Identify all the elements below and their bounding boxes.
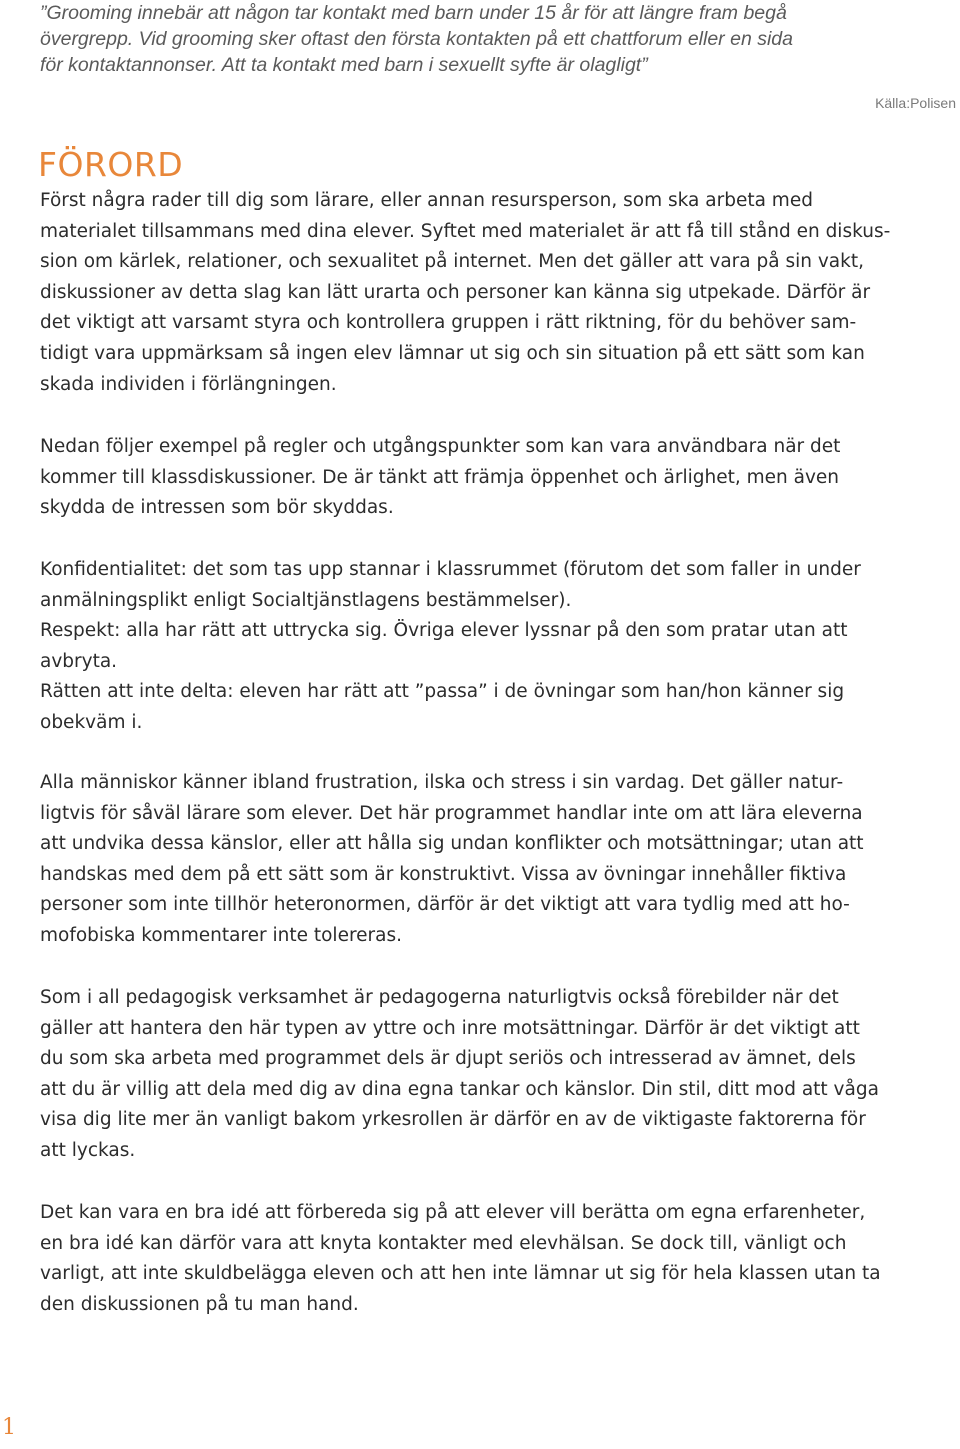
paragraph-role-models: Som i all pedagogisk verksamhet är pedagogerna naturligtvis också förebilder när det gäller att hantera den här typen av yttre och inre motsättningar. Därför är det viktigt att du som ska arbeta med programmet dels är djupt seriös och intresserad av ämnet, dels att du är villig att dela med dig av dina egna tankar och känslor. Din stil, ditt mod att våga visa dig lite mer än vanligt bakom yrkesrollen är därför en av de viktigaste faktorerna för att lyckas. [40, 987, 879, 1161]
grooming-quote: ”Grooming innebär att någon tar kontakt med barn under 15 år för att längre fram begå övergrepp. Vid grooming sker oftast den första kontakten på ett chattforum eller en sida för kontaktannonser. Att ta kontakt med barn i sexuellt syfte är olagligt” [40, 2, 793, 76]
paragraph-student-health: Det kan vara en bra idé att förbereda sig på att elever vill berätta om egna erfarenheter, en bra idé kan därför vara att knyta kontakter med elevhälsan. Se dock till, vänligt och varligt, att inte skuldbelägga eleven och att hen inte lämnar ut sig för hela klassen utan ta den diskussionen på tu man hand. [40, 1202, 881, 1315]
paragraph-rules-intro: Nedan följer exempel på regler och utgångspunkter som kan vara användbara när det kommer till klassdiskussioner. De är tänkt att främja öppenhet och ärlighet, men även skydda de intressen som bör skyddas. [40, 436, 841, 519]
page-number: 1 [2, 1415, 16, 1440]
paragraph-emotions: Alla människor känner ibland frustration, ilska och stress i sin vardag. Det gäller natur- ligtvis för såväl lärare som elever. Det här programmet handlar inte om att lära eleverna att undvika dessa känslor, eller att hålla sig undan konflikter och motsättningar; utan att handskas med dem på ett sätt som är konstruktivt. Vissa av övningar innehåller fiktiva personer som inte tillhör heteronormen, därför är det viktigt att vara tydlig med att ho- mofobiska kommentarer inte tolereras. [40, 772, 864, 946]
quote-source: Källa:Polisen [875, 95, 956, 111]
section-heading: FÖRORD [38, 145, 184, 184]
paragraph-rules-list: Konfidentialitet: det som tas upp stannar i klassrummet (förutom det som faller in under anmälningsplikt enligt Socialtjänstlagens bestämmelser). Respekt: alla har rätt att uttrycka sig. Övriga elever lyssnar på den som pratar utan att avbryta. Rätten att inte delta: eleven har rätt att ”passa” i de övningar som han/hon känner sig obekväm i. [40, 559, 861, 733]
paragraph-intro: Först några rader till dig som lärare, eller annan resursperson, som ska arbeta med materialet tillsammans med dina elever. Syftet med materialet är att få till stånd en diskus- sion om kärlek, relationer, och sexualitet på internet. Men det gäller att vara på sin vakt, diskussioner av detta slag kan lätt urarta och personer kan känna sig utpekade. Därför är det viktigt att varsamt styra och kontrollera gruppen i rätt riktning, för du behöver sam- tidigt vara uppmärksam så ingen elev lämnar ut sig och sin situation på ett sätt som kan skada individen i förlängningen. [40, 190, 891, 395]
